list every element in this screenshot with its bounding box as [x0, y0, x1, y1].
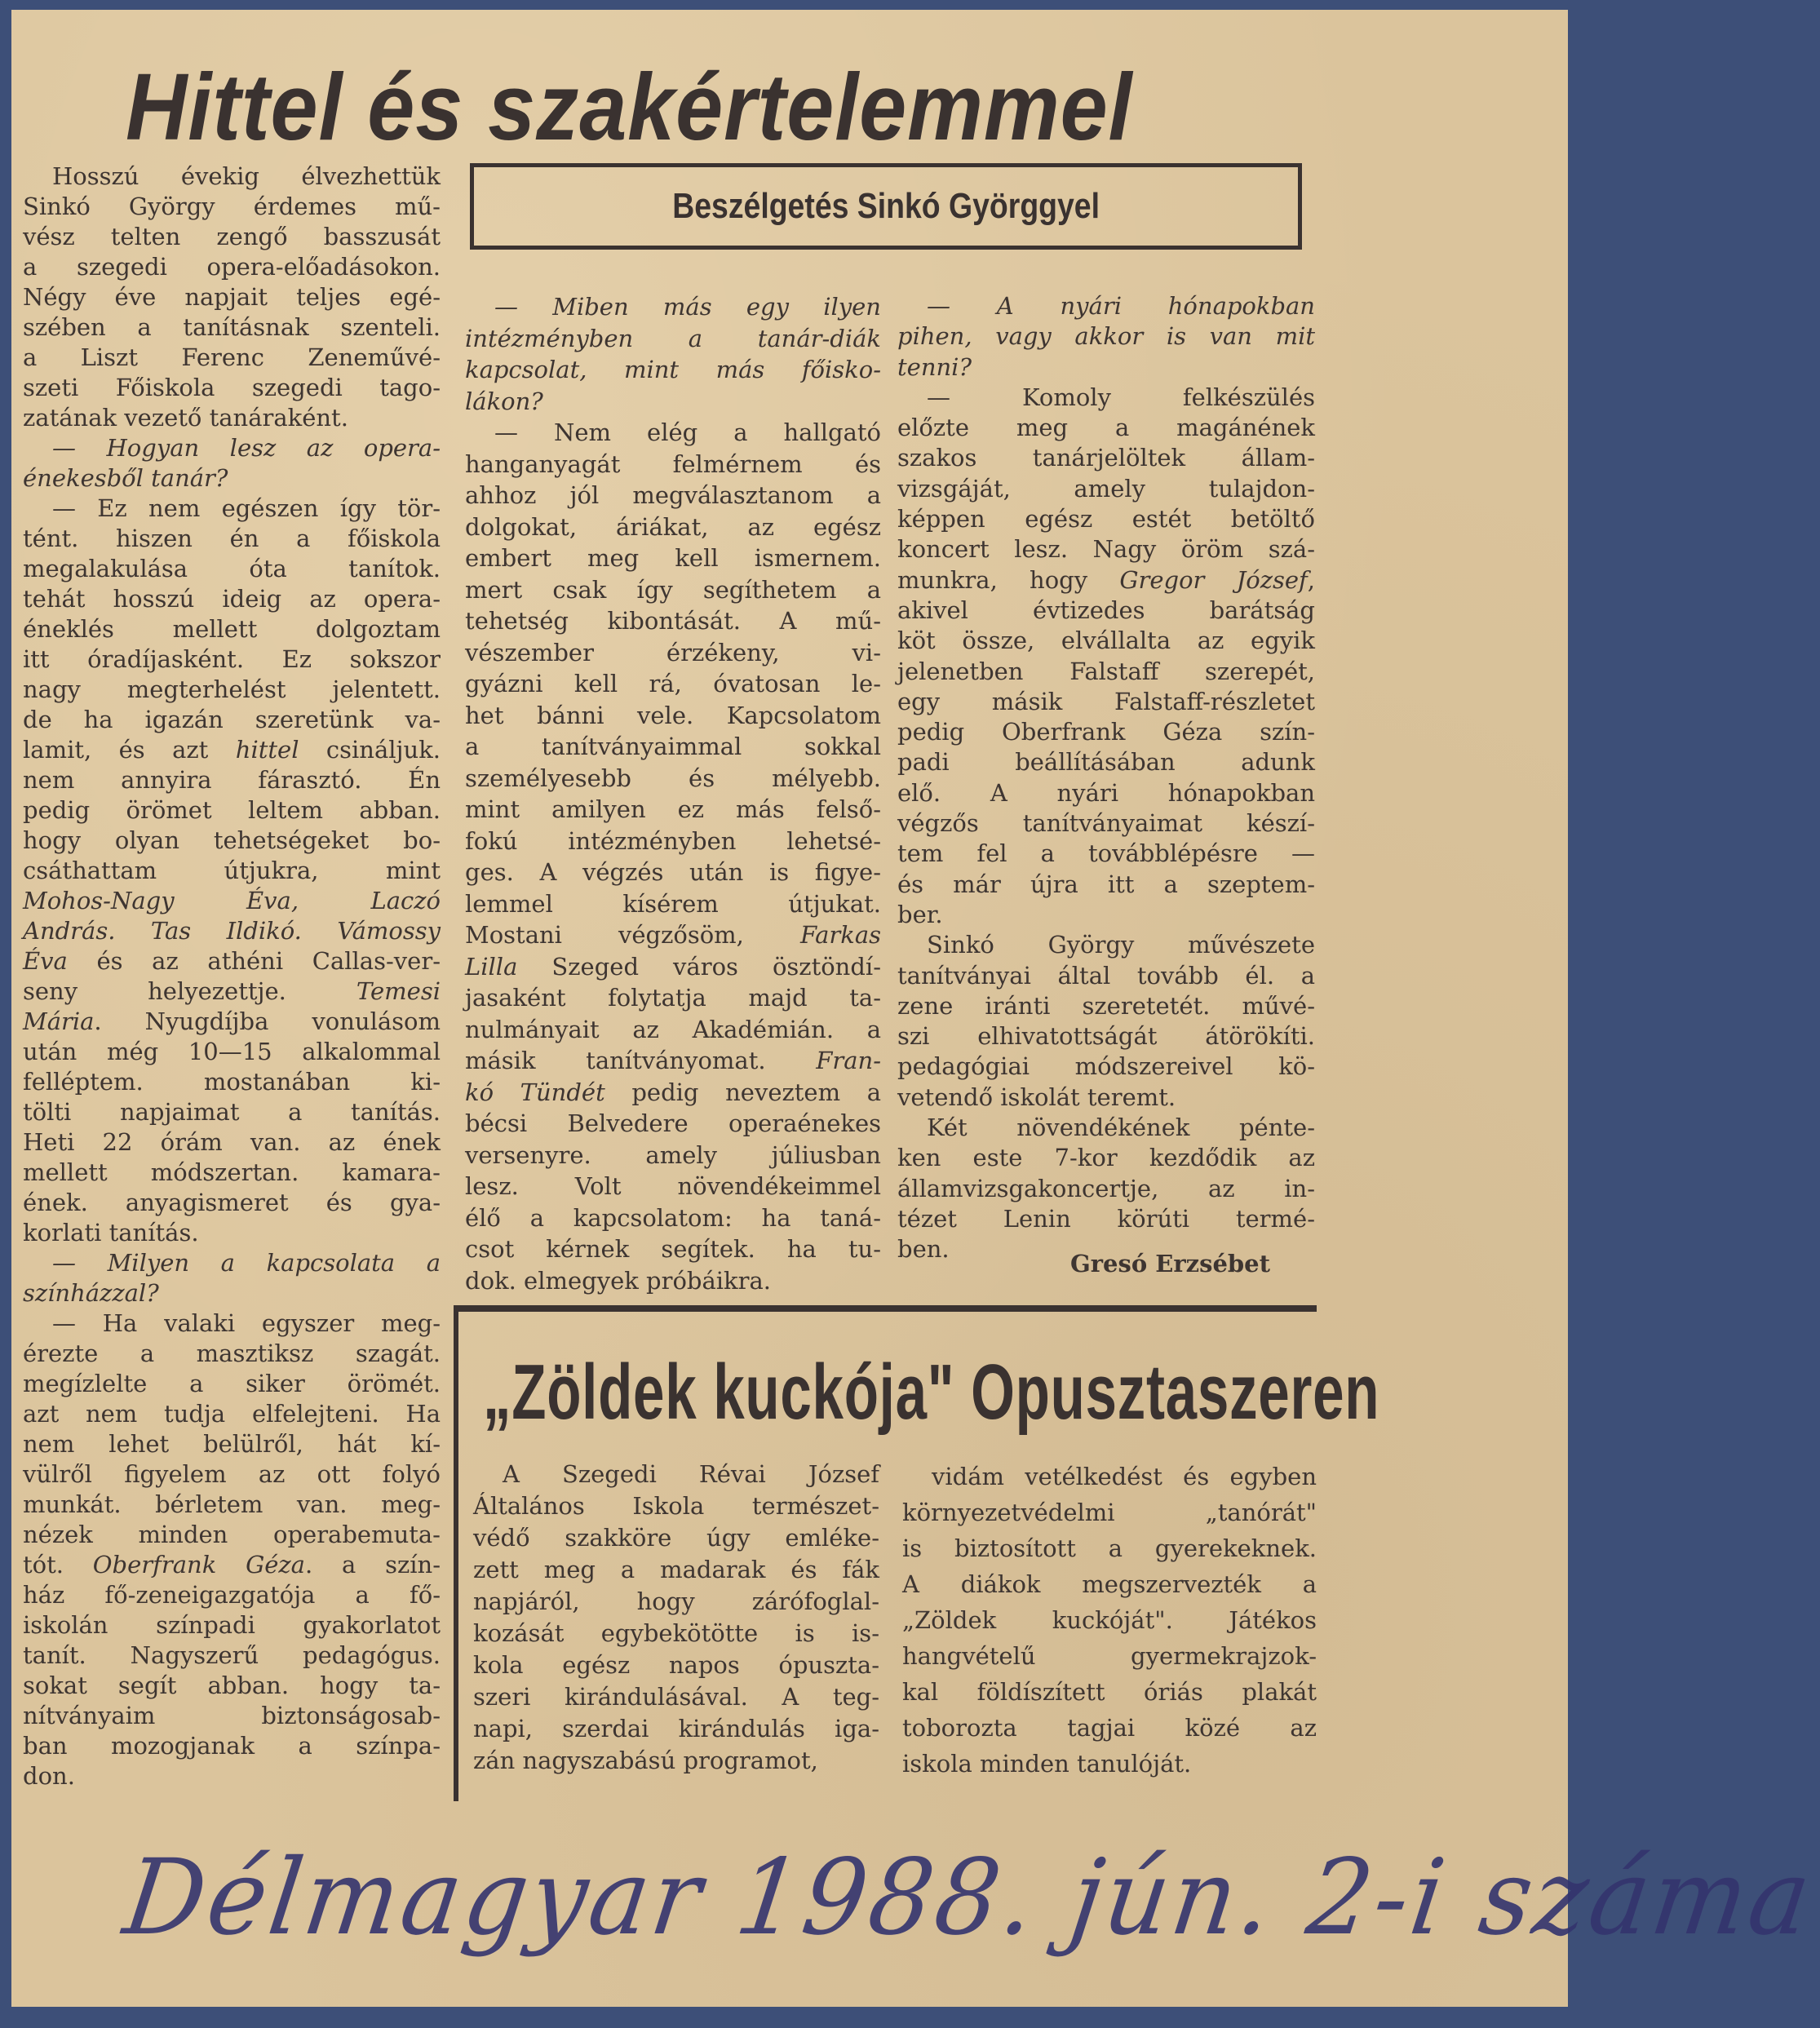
text-line: versenyre. amely júliusban — [465, 1140, 881, 1169]
author-byline: Gresó Erzsébet — [1070, 1250, 1271, 1277]
text-line: toborozta tagjai közé az — [902, 1714, 1317, 1742]
article-headline: Hittel és szakértelemmel — [126, 54, 1133, 160]
text-line: szi elhivatottságát átörökíti. — [897, 1022, 1315, 1051]
text-line: nem lehet belülről, hát kí- — [23, 1430, 441, 1458]
text-line: ház fő-zeneigazgatója a fő- — [23, 1581, 441, 1609]
text-line: ének. anyagismeret és gya- — [23, 1189, 441, 1216]
text-segment: és az athéni Callas-ver- — [67, 947, 441, 975]
text-segment: Mostani végzősöm, — [465, 921, 800, 949]
text-line: napi, szerdai kirándulás iga- — [473, 1715, 879, 1742]
text-line: „Zöldek kuckóját". Játékos — [902, 1606, 1317, 1634]
text-line: Sinkó György művészete — [927, 931, 1315, 959]
text-line: lemmel kísérem útjukat. — [465, 889, 881, 918]
text-line: padi beállításában adunk — [897, 748, 1315, 777]
question-line: — Miben más egy ilyen — [494, 293, 881, 321]
text-segment: , — [1307, 565, 1315, 594]
text-line: iskola minden tanulóját. — [902, 1750, 1192, 1778]
text-line: Általános Iskola természet- — [473, 1492, 879, 1520]
text-line — [23, 735, 441, 765]
text-line: ken este 7-kor kezdődik az — [897, 1144, 1315, 1172]
text-line: előzte meg a magánének — [897, 414, 1315, 442]
text-line: szében a tanításnak szenteli. — [23, 313, 441, 341]
second-article-headline: „Zöldek kuckója" Opusztaszeren — [483, 1348, 1380, 1436]
text-line: tanítványai által tovább él. a — [897, 961, 1315, 990]
italic-name-segment: Mohos-Nagy Éva, Laczó — [23, 887, 441, 914]
question-line: színházzal? — [23, 1279, 159, 1307]
text-segment: tót. — [23, 1551, 93, 1579]
text-line: végzős tanítványaimat készí- — [897, 809, 1315, 838]
text-line: lesz. Volt növendékeimmel — [465, 1172, 881, 1200]
text-line: A Szegedi Révai József — [503, 1460, 879, 1488]
text-line: vetendő iskolát teremt. — [897, 1083, 1176, 1111]
text-line: jasaként folytatja majd ta- — [465, 984, 881, 1012]
article-column-2 — [465, 291, 881, 1296]
text-line: tént. hiszen én a főiskola — [23, 525, 441, 552]
text-line — [465, 1045, 881, 1077]
text-line: vészember érzékeny, vi- — [465, 638, 881, 666]
handwritten-source-note: Délmagyar 1988. jún. 2-i száma — [117, 1837, 1820, 1959]
text-line: napjáról, hogy zárófoglal- — [473, 1587, 879, 1615]
text-segment: . Nyugdíjba vonulásom — [94, 1007, 441, 1035]
text-line: zán nagyszabású programot, — [473, 1747, 818, 1774]
text-segment: csináljuk. — [299, 736, 441, 764]
text-line: után még 10—15 alkalommal — [23, 1038, 441, 1065]
newspaper-clipping — [11, 10, 1820, 2007]
text-line: Négy éve napjait teljes egé- — [23, 283, 441, 311]
text-segment: . a szín- — [304, 1551, 441, 1579]
question-line: tenni? — [897, 352, 972, 381]
text-line: het bánni vele. Kapcsolatom — [465, 701, 881, 729]
text-line: felléptem. mostanában ki- — [23, 1068, 441, 1096]
text-line: hogy olyan tehetségeket bo- — [23, 826, 441, 854]
text-line: tölti napjaimat a tanítás. — [23, 1098, 441, 1126]
text-line: munkát. bérletem van. meg- — [23, 1490, 441, 1518]
text-line: Sinkó György érdemes mű- — [23, 193, 441, 220]
text-segment: pedig neveztem a — [604, 1078, 881, 1106]
question-line: pihen, vagy akkor is van mit — [897, 322, 1315, 351]
text-line: egy másik Falstaff-részletet — [897, 687, 1315, 715]
second-article-column-1 — [473, 1459, 879, 1777]
text-line: kola egész napos ópuszta- — [473, 1651, 879, 1679]
text-line: nagy megterhelést jelentett. — [23, 675, 441, 703]
text-line: is biztosított a gyerekeknek. — [902, 1534, 1317, 1562]
text-line: és már újra itt a szeptem- — [897, 870, 1315, 898]
italic-name-segment: Farkas — [799, 921, 881, 949]
text-line: — Ha valaki egyszer meg- — [52, 1309, 441, 1337]
text-line: nem annyira fárasztó. Én — [23, 766, 441, 794]
text-line: csot kérnek segítek. ha tu- — [465, 1235, 881, 1263]
text-line: nézek minden operabemuta- — [23, 1521, 441, 1548]
text-line: Két növendékének pénte- — [927, 1114, 1315, 1142]
text-line: védő szakköre úgy emléke- — [473, 1524, 879, 1552]
text-line: dok. elmegyek próbáikra. — [465, 1266, 771, 1295]
article-column-3 — [897, 291, 1315, 1265]
text-line: de ha igazán szeretünk va- — [23, 706, 441, 733]
text-line: a tanítványaimmal sokkal — [465, 733, 881, 760]
text-line: megízlelte a siker örömét. — [23, 1370, 441, 1397]
text-line: iskolán színpadi gyakorlatot — [23, 1611, 441, 1639]
text-line: ges. A végzés után is figye- — [465, 858, 881, 886]
question-line: — Milyen a kapcsolata a — [52, 1249, 441, 1277]
text-line: A diákok megszervezték a — [902, 1570, 1317, 1598]
text-line: személyesebb és mélyebb. — [465, 764, 881, 792]
text-line — [23, 976, 441, 1007]
second-article-column-2 — [902, 1459, 1317, 1782]
text-line: jelenetben Falstaff szerepét, — [897, 657, 1315, 685]
text-line: csáthattam útjukra, mint — [23, 857, 441, 884]
text-line: nítványaim biztonságosab- — [23, 1702, 441, 1729]
text-line: bécsi Belvedere operaénekes — [465, 1109, 881, 1137]
text-line: élő a kapcsolatom: ha taná- — [465, 1203, 881, 1232]
text-line: sokat segít abban. hogy ta- — [23, 1672, 441, 1699]
text-line: — Nem elég a hallgató — [494, 418, 881, 446]
text-segment: másik tanítványomat. — [465, 1047, 817, 1074]
text-line: gyázni kell rá, óvatosan le- — [465, 670, 881, 697]
italic-name-segment: Lilla — [465, 952, 518, 981]
text-line: zatának vezető tanáraként. — [23, 404, 348, 432]
text-line: Heti 22 órám van. az ének — [23, 1128, 441, 1156]
horizontal-divider — [454, 1305, 1317, 1312]
text-line: államvizsgakoncertje, az in- — [897, 1174, 1315, 1202]
text-line: ahhoz jól megválasztanom a — [465, 481, 881, 509]
text-line: mint amilyen ez más felső- — [465, 795, 881, 823]
italic-name-segment: András. Tas Ildikó. Vámossy — [23, 917, 441, 945]
text-line — [465, 1077, 881, 1109]
text-line: pedagógiai módszereivel kö- — [897, 1052, 1315, 1081]
text-line — [23, 886, 441, 916]
text-line — [897, 565, 1315, 596]
text-line: megalakulása óta tanítok. — [23, 555, 441, 582]
italic-name-segment: Éva — [23, 947, 68, 975]
text-line: hangvételű gyermekrajzok- — [902, 1642, 1317, 1670]
text-line: vizsgáját, amely tulajdon- — [897, 474, 1315, 503]
text-line: dolgokat, áriákat, az egész — [465, 512, 881, 541]
question-line: énekesből tanár? — [23, 464, 228, 492]
text-line — [23, 916, 441, 946]
text-line: vidám vetélkedést és egyben — [932, 1463, 1317, 1490]
text-line: szeti Főiskola szegedi tago- — [23, 374, 441, 401]
italic-name-segment: Oberfrank Géza — [92, 1551, 305, 1579]
text-line: azt nem tudja elfelejteni. Ha — [23, 1400, 441, 1428]
text-line: a szegedi opera-előadásokon. — [23, 253, 441, 281]
question-line: — Hogyan lesz az opera- — [52, 434, 441, 462]
text-line — [23, 946, 441, 976]
text-line: köt össze, elvállalta az egyik — [897, 627, 1315, 655]
text-line: don. — [23, 1762, 75, 1790]
text-line: korlati tanítás. — [23, 1219, 199, 1246]
text-line: pedig örömet leltem abban. — [23, 796, 441, 824]
italic-name-segment: Mária — [23, 1007, 95, 1035]
text-line: mellett módszertan. kamara- — [23, 1158, 441, 1186]
article-subtitle: Beszélgetés Sinkó Györggyel — [672, 186, 1100, 226]
text-line: mert csak így segíthetem a — [465, 575, 881, 604]
text-line: tanít. Nagyszerű pedagógus. — [23, 1641, 441, 1669]
text-segment: munkra, hogy — [897, 565, 1120, 594]
text-line: itt óradíjasként. Ez sokszor — [23, 645, 441, 673]
question-line: lákon? — [465, 387, 543, 415]
text-line: Hosszú évekig élvezhettük — [52, 162, 441, 190]
question-line: — A nyári hónapokban — [927, 292, 1315, 320]
question-line: intézményben a tanár-diák — [465, 324, 881, 352]
text-line: elő. A nyári hónapokban — [897, 778, 1315, 807]
text-line — [465, 919, 881, 951]
text-line: tehetség kibontását. A mű- — [465, 607, 881, 635]
vertical-divider — [454, 1305, 458, 1801]
text-line: tem fel a továbblépésre — — [897, 839, 1315, 868]
article-subtitle-box — [470, 163, 1302, 250]
text-line: ber. — [897, 900, 943, 928]
text-line: tehát hosszú ideig az opera- — [23, 585, 441, 613]
text-line: szeri kirándulásával. A teg- — [473, 1683, 879, 1711]
text-line — [23, 1550, 441, 1580]
italic-name-segment: Gregor József — [1119, 565, 1308, 594]
text-segment: lamit, és azt — [23, 736, 236, 764]
text-line: zett meg a madarak és fák — [473, 1556, 879, 1583]
text-line: nulmányait az Akadémián. a — [465, 1015, 881, 1043]
text-line: vész telten zengő basszusát — [23, 223, 441, 250]
italic-name-segment: hittel — [235, 736, 299, 764]
text-line: ben. — [897, 1235, 950, 1264]
text-line — [465, 951, 881, 983]
text-line: kal földíszített óriás plakát — [902, 1678, 1317, 1706]
text-line: hanganyagát felmérnem és — [465, 449, 881, 478]
text-line: érezte a masztiksz szagát. — [23, 1339, 441, 1367]
italic-name-segment: Temesi — [356, 977, 441, 1005]
article-column-1 — [23, 162, 441, 1791]
text-line: — Komoly felkészülés — [927, 383, 1315, 411]
text-line — [23, 1007, 441, 1037]
text-line: akivel évtizedes barátság — [897, 596, 1315, 624]
text-line: fokú intézményben lehetsé- — [465, 826, 881, 855]
text-line: tézet Lenin körúti termé- — [897, 1204, 1315, 1233]
text-line: pedig Oberfrank Géza szín- — [897, 718, 1315, 746]
text-line: embert meg kell ismernem. — [465, 544, 881, 572]
text-line: a Liszt Ferenc Zeneművé- — [23, 343, 441, 371]
italic-name-segment: Fran- — [816, 1047, 881, 1074]
text-line: kozását egybekötötte is is- — [473, 1619, 879, 1647]
italic-name-segment: kó Tündét — [465, 1078, 605, 1106]
text-segment: seny helyezettje. — [23, 977, 356, 1005]
text-line: környezetvédelmi „tanórát" — [902, 1499, 1317, 1526]
text-line: vülről figyelem az ott folyó — [23, 1460, 441, 1488]
text-line: ban mozogjanak a színpa- — [23, 1732, 441, 1760]
text-line: szakos tanárjelöltek állam- — [897, 444, 1315, 472]
text-line: képpen egész estét betöltő — [897, 505, 1315, 534]
text-line: éneklés mellett dolgoztam — [23, 615, 441, 643]
text-line: zene iránti szeretetét. művé- — [897, 991, 1315, 1020]
text-line: — Ez nem egészen így tör- — [52, 494, 441, 522]
text-line: koncert lesz. Nagy öröm szá- — [897, 535, 1315, 564]
question-line: kapcsolat, mint más főisko- — [465, 356, 881, 383]
text-segment: Szeged város ösztöndí- — [517, 952, 881, 981]
